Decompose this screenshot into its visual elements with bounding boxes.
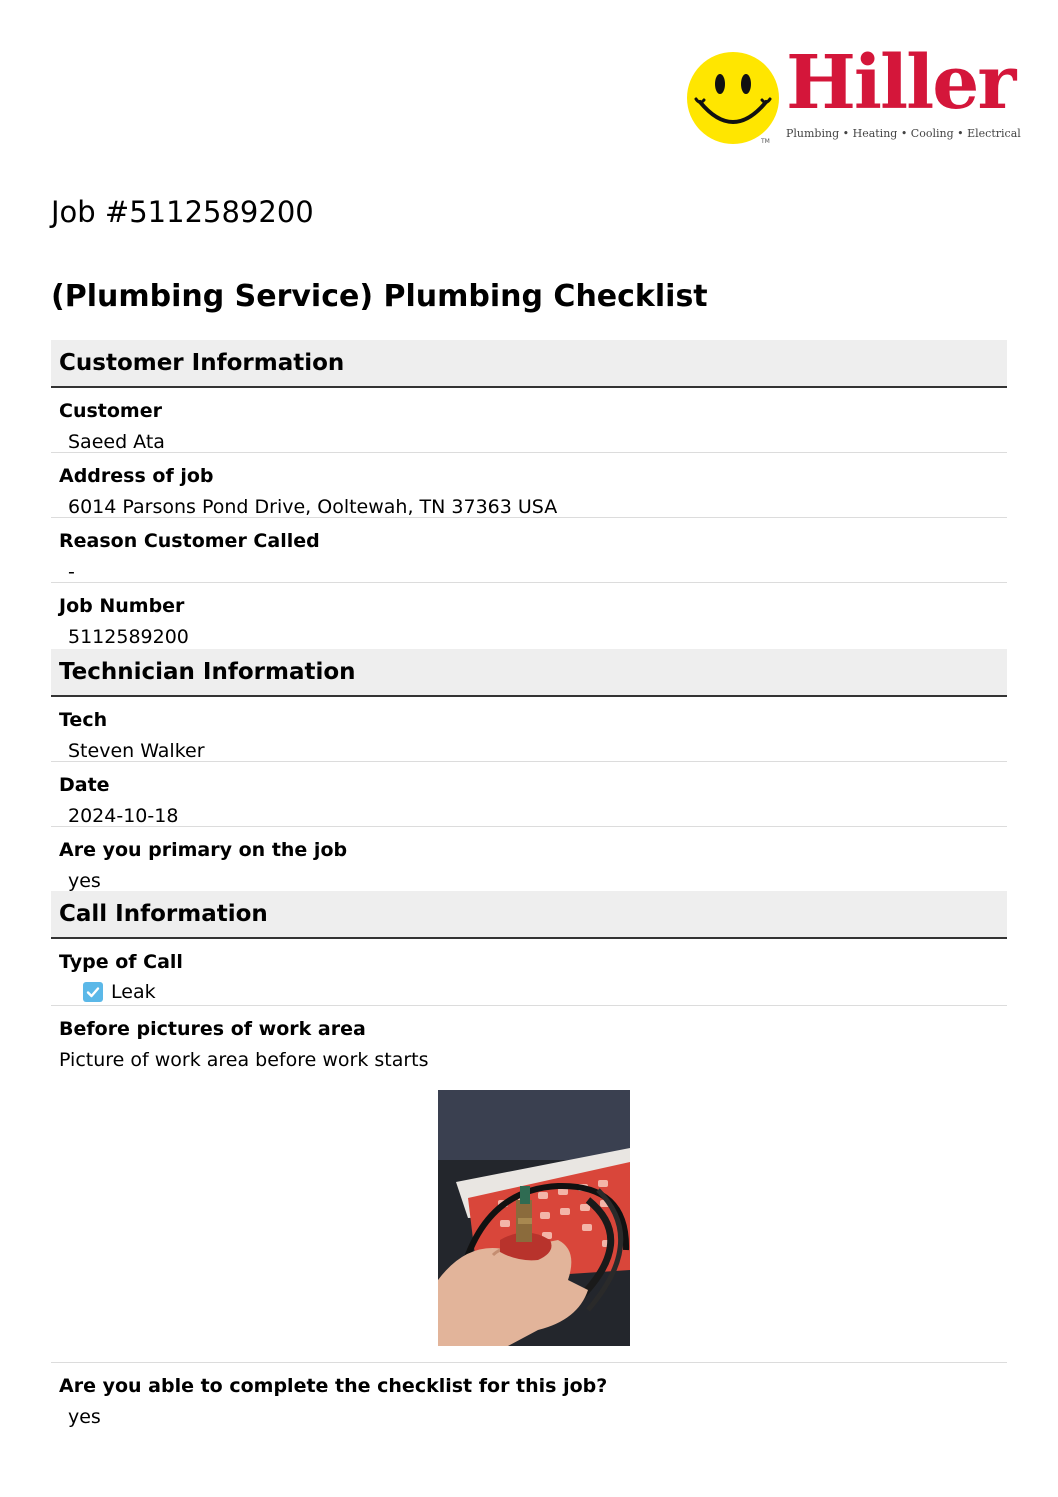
field-before-pictures [51,1006,1007,1363]
field-date [51,762,1007,827]
section-header-technician-information: Technician Information [51,649,1007,697]
field-label: Customer [59,400,162,422]
job-heading: Job #5112589200 [51,195,314,229]
field-value: Saeed Ata [68,431,165,453]
field-label: Tech [59,709,108,731]
field-value: yes [68,1406,101,1428]
field-primary-on-job [51,827,1007,891]
field-customer [51,388,1007,453]
field-complete-checklist [51,1363,1007,1443]
logo-trademark: TM [761,138,770,145]
hiller-logo [686,40,1021,150]
logo-wordmark: Hiller [786,40,1015,126]
field-reason-customer-called [51,518,1007,583]
smiley-face-icon [686,50,782,146]
field-address-of-job [51,453,1007,518]
field-label: Type of Call [59,951,183,973]
field-value: 6014 Parsons Pond Drive, Ooltewah, TN 37363 USA [68,496,558,518]
checklist-content [51,340,1007,1443]
field-description: Picture of work area before work starts [59,1049,429,1071]
field-job-number [51,583,1007,649]
field-value: 2024-10-18 [68,805,179,827]
field-value: 5112589200 [68,626,189,648]
field-label: Date [59,774,110,796]
field-tech [51,697,1007,762]
field-label: Are you able to complete the checklist for this job? [59,1375,608,1397]
field-label: Before pictures of work area [59,1018,366,1040]
field-label: Are you primary on the job [59,839,348,861]
photo-icon[interactable] [438,1090,630,1346]
logo-tagline: Plumbing • Heating • Cooling • Electrical [786,127,1021,140]
field-label: Reason Customer Called [59,530,320,552]
checked-checkbox-icon[interactable] [83,982,103,1002]
checkbox-label: Leak [111,981,156,1003]
form-title: (Plumbing Service) Plumbing Checklist [51,279,708,314]
field-value: - [68,561,75,583]
field-label: Job Number [59,595,185,617]
section-header-customer-information: Customer Information [51,340,1007,388]
section-header-call-information: Call Information [51,891,1007,939]
field-label: Address of job [59,465,214,487]
field-value: yes [68,870,101,892]
field-type-of-call [51,939,1007,1006]
checkbox-option-leak[interactable] [83,981,156,1003]
field-value: Steven Walker [68,740,205,762]
